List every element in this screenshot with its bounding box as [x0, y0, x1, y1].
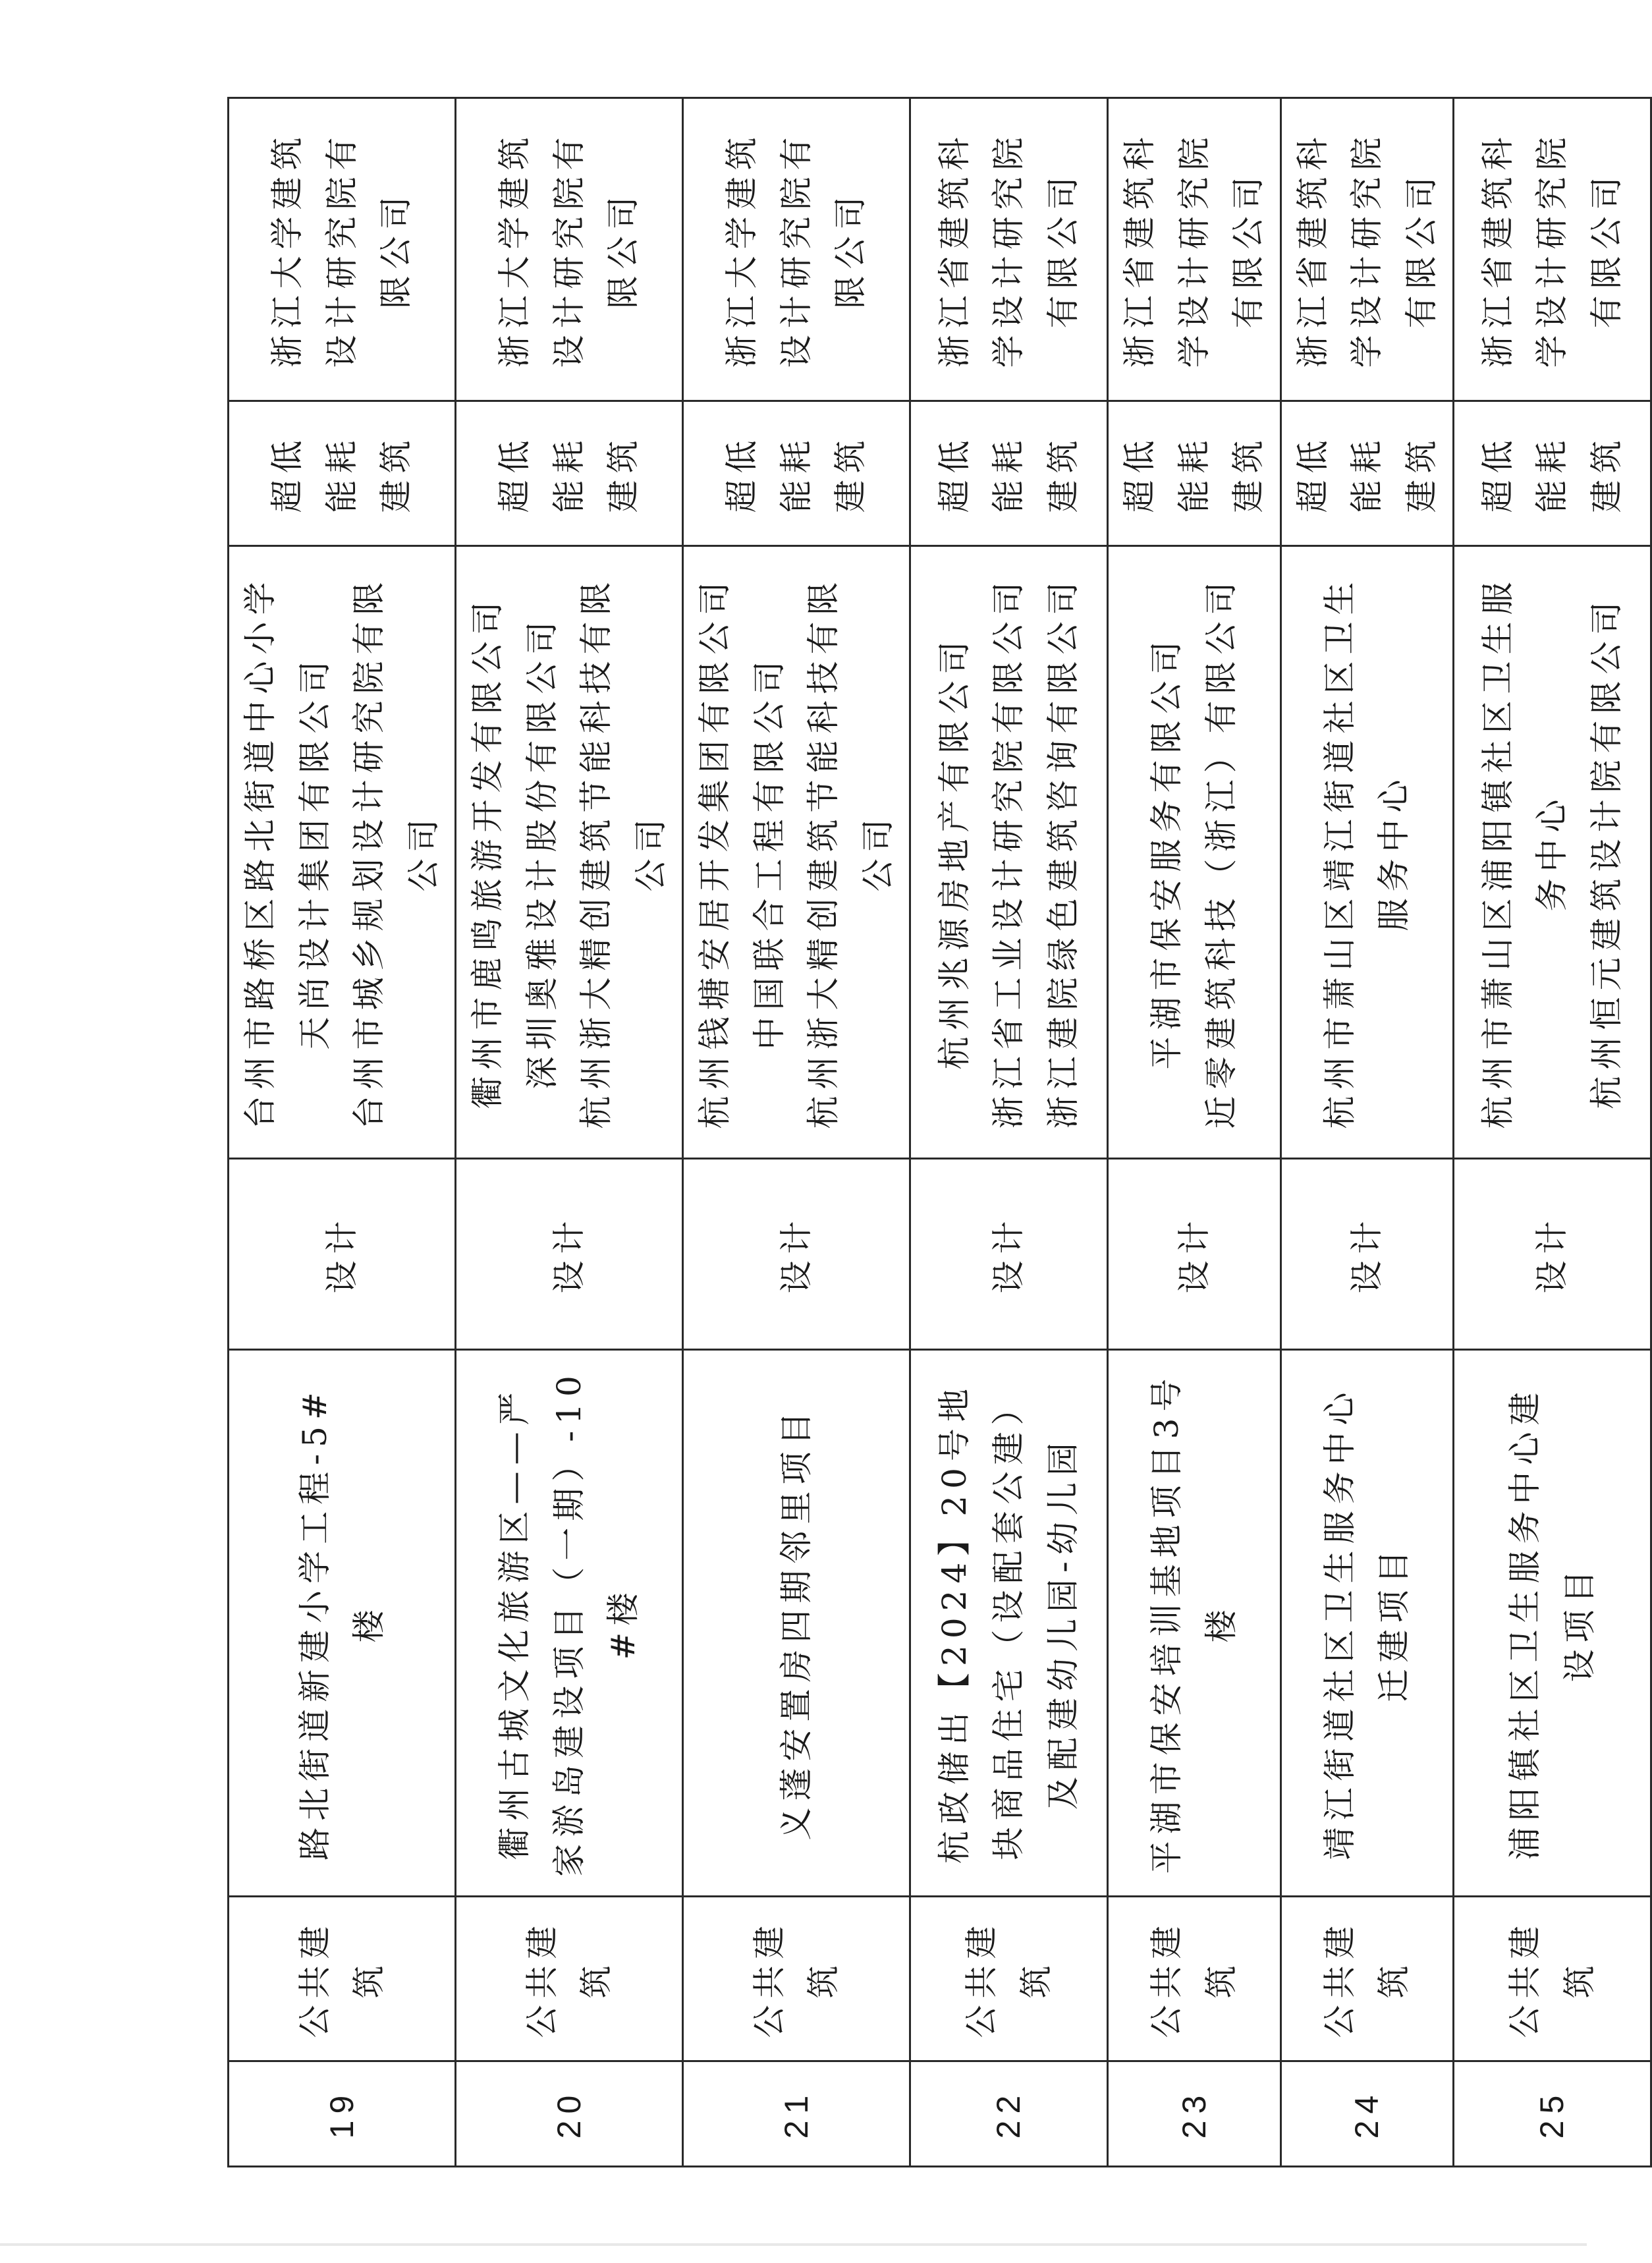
energy-standard: 超低能耗建筑 [683, 401, 910, 546]
evaluation-org: 浙江省建筑科学设计研究院有限公司 [1454, 98, 1651, 401]
participating-units [456, 546, 683, 1159]
project-name: 义蓬安置房四期邻里项目 [683, 1350, 910, 1897]
energy-standard: 超低能耗建筑 [456, 401, 683, 546]
building-type: 公共建筑 [456, 1897, 683, 2061]
unit-line: 浙江省工业设计研究院有限公司 [989, 575, 1028, 1129]
energy-standard: 超低能耗建筑 [1280, 401, 1454, 546]
row-number: 22 [910, 2061, 1108, 2167]
unit-line: 浙江建院绿色建筑咨询有限公司 [1043, 575, 1082, 1129]
project-table [227, 97, 1652, 2167]
project-name: 靖江街道社区卫生服务中心迁建项目 [1280, 1350, 1454, 1897]
unit-line: 深圳奥雅设计股份有限公司 [522, 615, 561, 1090]
unit-line: 台州市路桥区路北街道中心小学 [241, 575, 279, 1129]
unit-line: 杭州兆源房地产有限公司 [935, 634, 974, 1070]
unit-line: 中国联合工程有限公司 [750, 654, 788, 1050]
energy-standard: 超低能耗建筑 [229, 401, 456, 546]
participating-units [910, 546, 1108, 1159]
project-stage: 设计 [683, 1159, 910, 1350]
unit-line: 杭州恒元建筑设计院有限公司 [1587, 595, 1626, 1109]
unit-line: 杭州市萧山区浦阳镇社区卫生服务中心 [1478, 575, 1572, 1129]
building-type: 公共建筑 [1108, 1897, 1281, 2061]
row-number: 23 [1108, 2061, 1281, 2167]
evaluation-org: 浙江大学建筑设计研究院有限公司 [683, 98, 910, 401]
participating-units [229, 546, 456, 1159]
building-type: 公共建筑 [229, 1897, 456, 2061]
unit-line: 台州市城乡规划设计研究院有限公司 [350, 575, 443, 1129]
project-name: 浦阳镇社区卫生服务中心建设项目 [1454, 1350, 1651, 1897]
participating-units [1108, 546, 1281, 1159]
participating-units [1454, 546, 1651, 1159]
table-row [1280, 98, 1454, 2167]
participating-units [1280, 546, 1454, 1159]
row-number: 25 [1454, 2061, 1651, 2167]
table-row [910, 98, 1108, 2167]
evaluation-org: 浙江省建筑科学设计研究院有限公司 [1108, 98, 1281, 401]
rotated-page [227, 99, 1626, 2167]
building-type: 公共建筑 [1280, 1897, 1454, 2061]
project-name: 杭政储出【2024】20号地块商品住宅（设配套公建）及配建幼儿园-幼儿园 [910, 1350, 1108, 1897]
table-row [229, 98, 456, 2167]
table-row [1108, 98, 1281, 2167]
project-stage: 设计 [1280, 1159, 1454, 1350]
scan-edge-line [0, 2243, 1587, 2246]
row-number: 20 [456, 2061, 683, 2167]
unit-line: 近零建筑科技（浙江）有限公司 [1201, 575, 1240, 1129]
evaluation-org: 浙江省建筑科学设计研究院有限公司 [910, 98, 1108, 401]
unit-line: 杭州浙大精创建筑节能科技有限公司 [577, 575, 670, 1129]
table-row [1454, 98, 1651, 2167]
project-stage: 设计 [456, 1159, 683, 1350]
project-name: 衢州古城文化旅游区——严家淤岛建设项目（一期）-10#楼 [456, 1350, 683, 1897]
building-type: 公共建筑 [683, 1897, 910, 2061]
unit-line: 天尚设计集团有限公司 [295, 654, 334, 1050]
project-stage: 设计 [1454, 1159, 1651, 1350]
table-row [456, 98, 683, 2167]
building-type: 公共建筑 [910, 1897, 1108, 2061]
project-stage: 设计 [229, 1159, 456, 1350]
project-stage: 设计 [910, 1159, 1108, 1350]
participating-units [683, 546, 910, 1159]
energy-standard: 超低能耗建筑 [1108, 401, 1281, 546]
unit-line: 杭州钱塘安居开发集团有限公司 [696, 575, 734, 1129]
energy-standard: 超低能耗建筑 [1454, 401, 1651, 546]
unit-line: 杭州浙大精创建筑节能科技有限公司 [804, 575, 897, 1129]
table-row [683, 98, 910, 2167]
row-number: 19 [229, 2061, 456, 2167]
evaluation-org: 浙江大学建筑设计研究院有限公司 [456, 98, 683, 401]
evaluation-org: 浙江大学建筑设计研究院有限公司 [229, 98, 456, 401]
evaluation-org: 浙江省建筑科学设计研究院有限公司 [1280, 98, 1454, 401]
unit-line: 衢州市鹿鸣旅游开发有限公司 [468, 595, 507, 1109]
unit-line: 杭州市萧山区靖江街道社区卫生服务中心 [1320, 575, 1414, 1129]
project-name: 路北街道新建小学工程-5#楼 [229, 1350, 456, 1897]
project-name: 平湖市保安培训基地项目3号楼 [1108, 1350, 1281, 1897]
unit-line: 平湖市保安服务有限公司 [1147, 634, 1186, 1070]
building-type: 公共建筑 [1454, 1897, 1651, 2061]
project-stage: 设计 [1108, 1159, 1281, 1350]
row-number: 24 [1280, 2061, 1454, 2167]
row-number: 21 [683, 2061, 910, 2167]
energy-standard: 超低能耗建筑 [910, 401, 1108, 546]
